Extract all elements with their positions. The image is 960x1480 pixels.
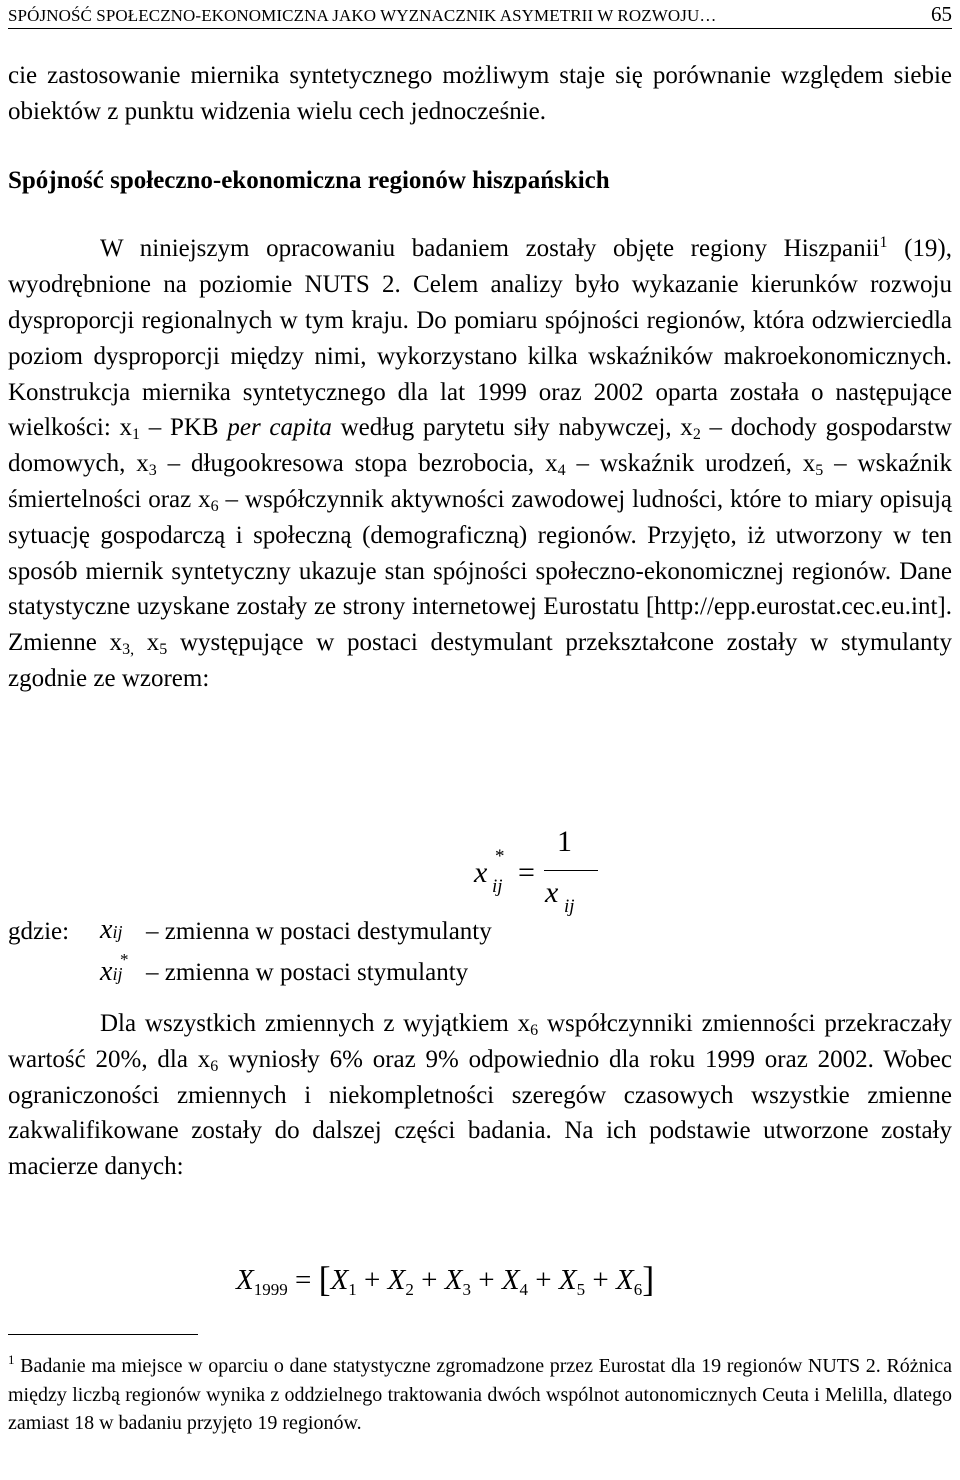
matrix-term-sub: 4	[519, 1280, 529, 1299]
matrix-term: X	[558, 1264, 577, 1296]
subscript: 6	[530, 1022, 539, 1039]
para-text: występujące w postaci destymulant przekształcone zostały w stymulanty zgodnie ze wzorem:	[8, 629, 952, 692]
para-text: współczynniki zmienności przekraczały wartość 20%, dla x	[8, 1010, 953, 1073]
matrix-term-sub: 5	[576, 1280, 586, 1299]
paragraph-2	[8, 1006, 952, 1185]
fraction-bar	[544, 870, 598, 871]
para-text: – wskaźnik urodzeń, x	[565, 450, 816, 478]
subscript: 3	[148, 462, 157, 480]
definitions-label: gdzie:	[8, 918, 70, 945]
formula-denominator-sub: ij	[564, 896, 575, 917]
para-text: – wskaźnik śmiertelności oraz x	[8, 450, 952, 513]
subscript: 6	[210, 497, 219, 515]
matrix-term-sub: 3	[462, 1280, 471, 1299]
plus-sign: +	[592, 1264, 609, 1296]
footnote-marker: 1	[8, 1352, 15, 1367]
para-text: x	[134, 629, 160, 657]
plus-sign: +	[421, 1264, 438, 1296]
intro-paragraph: cie zastosowanie miernika syntetycznego możliwym staje się porównanie względem siebie obiektów z punktu widzenia wielu cech jednocześnie.	[8, 62, 952, 125]
bracket-close: ]	[642, 1259, 655, 1299]
formula-denominator: x	[545, 876, 559, 909]
section-paragraph	[8, 231, 952, 696]
subscript: 3,	[122, 641, 135, 659]
matrix-equals: =	[294, 1264, 312, 1296]
plus-sign: +	[535, 1264, 552, 1296]
footnote-paragraph	[8, 1352, 952, 1438]
footnote-text: Badanie ma miejsce w oparciu o dane statystyczne zgromadzone przez Eurostat dla 19 regionów NUTS 2. Różnica między liczbą regionów wynika z oddzielnego traktowania dwóch wspólnot autonomicznych Ceuta i Melilla, dlatego zamiast 18 w badaniu przyjęto 19 regionów.	[8, 1355, 952, 1434]
plus-sign: +	[478, 1264, 495, 1296]
formula-equals: =	[518, 856, 535, 889]
para-text: – PKB	[140, 414, 228, 442]
subscript: 1	[132, 426, 140, 444]
matrix-term-sub: 1	[348, 1280, 357, 1299]
def1-text: – zmienna w postaci destymulanty	[146, 918, 492, 945]
def2-star: *	[120, 950, 129, 969]
para-text: W niniejszym opracowaniu badaniem zostały objęte regiony Hiszpanii	[100, 235, 880, 263]
def2-sub: ij	[112, 964, 123, 984]
subscript: 5	[815, 462, 824, 480]
formula-numerator: 1	[557, 825, 572, 858]
subscript: 5	[159, 641, 168, 659]
bracket-open: [	[318, 1259, 331, 1299]
footnote-separator	[8, 1334, 198, 1335]
matrix-lhs: X	[236, 1264, 254, 1296]
running-title: SPÓJNOŚĆ SPOŁECZNO-EKONOMICZNA JAKO WYZNACZNIK ASYMETRII W ROZWOJU…	[8, 6, 717, 25]
matrix-lhs-sub: 1999	[253, 1280, 288, 1299]
formula-lhs-star: *	[495, 846, 505, 867]
subscript: 4	[557, 462, 566, 480]
subscript: 2	[692, 426, 701, 444]
subscript: 6	[210, 1057, 219, 1075]
italic-term: per capita	[227, 414, 332, 442]
para-text: – dochody gospodarstw domowych, x	[8, 414, 952, 478]
formula-lhs: x	[474, 856, 488, 889]
para-text: – współczynnik aktywności zawodowej ludności, które to miary opisują sytuację gospodarczą i społeczną (demograficzną) regionów. Przyjęto, iż utworzony w ten sposób miernik syntetyczny ukazuje stan spójności społeczno-ekonomicznej regionów. Dane statystyczne uzyskane zostały ze strony internetowej Eurostatu [http://epp.eurostat.cec.eu.int]. Zmienne x	[8, 485, 952, 657]
body-text-2	[8, 1006, 952, 1185]
def2-symbol	[100, 956, 122, 988]
para-text: (19), wyodrębnione na poziomie NUTS 2. Celem analizy było wykazanie kierunków rozwoju dysproporcji regionalnych w tym kraju. Do pomiaru spójności regionów, która odzwierciedla poziom dysproporcji między nimi, wykorzystano kilka wskaźników makroekonomicznych. Konstrukcja miernika syntetycznego dla lat 1999 oraz 2002 oparta została o następujące wielkości: x	[8, 235, 952, 442]
def2-x: x	[100, 956, 113, 987]
plus-sign: +	[364, 1264, 381, 1296]
def1-x: x	[100, 914, 113, 945]
def1-sub: ij	[112, 922, 123, 942]
def1-symbol	[100, 914, 122, 946]
matrix-term: X	[615, 1264, 634, 1296]
def2-text: – zmienna w postaci stymulanty	[146, 959, 469, 986]
formula-data-matrix	[236, 1258, 654, 1300]
footnote	[8, 1352, 952, 1438]
formula-lhs-sub: ij	[492, 876, 503, 897]
matrix-term: X	[387, 1264, 406, 1296]
page-number: 65	[931, 2, 952, 26]
matrix-term-sub: 2	[405, 1280, 414, 1299]
matrix-term-sub: 6	[633, 1280, 643, 1299]
running-header	[8, 2, 952, 29]
matrix-term: X	[501, 1264, 520, 1296]
body-text	[8, 58, 952, 697]
section-heading: Spójność społeczno-ekonomiczna regionów hiszpańskich	[8, 166, 610, 194]
formula-destimulant-transform	[474, 825, 614, 918]
matrix-term: X	[330, 1264, 349, 1296]
para-text: wyniosły 6% oraz 9% odpowiednio dla roku 1999 oraz 2002. Wobec ograniczoności zmiennych i niekompletności szeregów czasowych wszystkie zmienne zakwalifikowane zostały do dalszej części badania. Na ich podstawie utworzone zostały macierze danych:	[8, 1045, 952, 1181]
para-text: – długookresowa stopa bezrobocia, x	[156, 450, 558, 478]
matrix-term: X	[444, 1264, 463, 1296]
para-text: Dla wszystkich zmiennych z wyjątkiem x	[100, 1010, 531, 1037]
para-text: według parytetu siły nabywczej, x	[331, 414, 693, 442]
footnote-ref[interactable]: 1	[879, 234, 888, 252]
